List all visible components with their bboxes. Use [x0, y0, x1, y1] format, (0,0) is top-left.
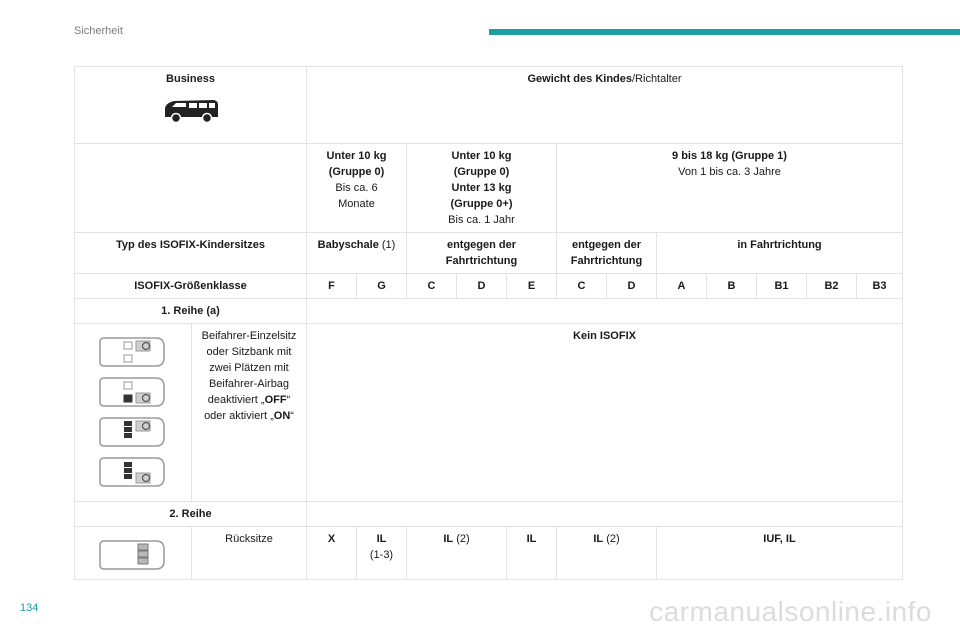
value-note: (2): [453, 533, 470, 545]
table-row: [75, 233, 903, 274]
row-2-value-f: X: [307, 527, 357, 580]
group-0plus-name-b: (Gruppe 0+): [450, 198, 513, 210]
size-class-cell: C: [407, 274, 457, 299]
type-babyschale: Babyschale: [317, 239, 379, 251]
desc-line: oder Sitzbank mit: [206, 346, 292, 358]
size-class-cell: G: [357, 274, 407, 299]
type-rear-facing-1: entgegen der Fahrtrichtung: [407, 233, 557, 274]
row-2-label: 2. Reihe: [75, 502, 307, 527]
size-class-cell: B1: [757, 274, 807, 299]
group-0plus-weight-a: Unter 10 kg: [451, 150, 512, 162]
size-class-cell: D: [607, 274, 657, 299]
isofix-table: [74, 66, 903, 580]
row-2-seat-cell: [75, 527, 307, 580]
desc-text: “: [286, 394, 291, 406]
size-class-cell: A: [657, 274, 707, 299]
row-1-value: Kein ISOFIX: [307, 324, 903, 502]
value-note: (1-3): [369, 549, 394, 561]
desc-line: [195, 408, 303, 424]
seat-diagram-column: [75, 324, 192, 501]
row-2-seat-description: Rücksitze: [225, 533, 273, 545]
value-text: IL: [376, 533, 387, 545]
table-row: [75, 324, 903, 502]
group-0plus-name-a: (Gruppe 0): [453, 166, 510, 178]
group-0-cell: [307, 144, 407, 233]
row-2-value-forward: IUF, IL: [657, 527, 903, 580]
type-babyschale-note: (1): [378, 239, 396, 251]
size-class-cell: D: [457, 274, 507, 299]
size-class-cell: E: [507, 274, 557, 299]
table-row: [75, 502, 903, 527]
desc-line: [195, 392, 303, 408]
size-class-cell: B: [707, 274, 757, 299]
group-0-age-unit: Monate: [338, 198, 375, 210]
business-cell: [75, 67, 307, 144]
group-0-weight: Unter 10 kg: [326, 150, 387, 162]
group-0-name: (Gruppe 0): [328, 166, 385, 178]
front-seat-layout-icon: [98, 374, 168, 410]
group-1-age: Von 1 bis ca. 3 Jahre: [678, 166, 781, 178]
table-row: [75, 299, 903, 324]
group-0plus-age: Bis ca. 1 Jahr: [448, 214, 515, 226]
empty-cell: [307, 502, 903, 527]
row-1-label: 1. Reihe (a): [75, 299, 307, 324]
business-label: Business: [166, 73, 215, 85]
group-0plus-cell: [407, 144, 557, 233]
empty-cell: [75, 144, 307, 233]
table-row: [75, 144, 903, 233]
weight-header-suffix: /Richtalter: [632, 73, 682, 85]
front-seat-layout-icon: [98, 454, 168, 490]
desc-text: “: [290, 410, 294, 422]
front-seat-layout-icon: [98, 334, 168, 370]
group-0-age: Bis ca. 6: [335, 182, 378, 194]
desc-line: Beifahrer-Airbag: [208, 378, 290, 390]
value-text: IL: [443, 533, 454, 545]
van-side-icon: [162, 97, 220, 123]
type-forward-facing: in Fahrtrichtung: [657, 233, 903, 274]
size-class-cell: B3: [857, 274, 903, 299]
table-row: [75, 274, 903, 299]
row-2-value-g: [357, 527, 407, 580]
seat-diagram-column: [75, 527, 192, 579]
desc-line: Beifahrer-Einzelsitz: [201, 330, 297, 342]
weight-header-label: Gewicht des Kindes: [527, 73, 632, 85]
rear-seat-layout-icon: [98, 537, 168, 573]
value-note: (2): [603, 533, 620, 545]
empty-cell: [307, 299, 903, 324]
size-class-cell: B2: [807, 274, 857, 299]
group-1-cell: [557, 144, 903, 233]
watermark: carmanualsonline.info: [649, 596, 932, 627]
front-seat-layout-icon: [98, 414, 168, 450]
page-number: 134: [20, 602, 39, 614]
seat-type-label: Typ des ISOFIX-Kindersitzes: [75, 233, 307, 274]
desc-text: oder aktiviert „: [204, 410, 274, 422]
accent-bar: [489, 29, 960, 35]
row-1-seat-cell: [75, 324, 307, 502]
weight-header: [307, 67, 903, 144]
size-class-cell: F: [307, 274, 357, 299]
row-2-value-cd: [407, 527, 507, 580]
value-text: IL: [593, 533, 604, 545]
table-row: [75, 67, 903, 144]
row-2-value-rear-cd: [557, 527, 657, 580]
row-2-value-e: IL: [507, 527, 557, 580]
type-babyschale-cell: [307, 233, 407, 274]
type-rear-facing-2: entgegen der Fahrtrichtung: [557, 233, 657, 274]
size-class-cell: C: [557, 274, 607, 299]
airbag-off-label: OFF: [264, 394, 287, 406]
desc-text: deaktiviert „: [207, 394, 265, 406]
section-label: Sicherheit: [74, 25, 123, 37]
desc-line: zwei Plätzen mit: [209, 362, 289, 374]
row-1-seat-description: [192, 324, 306, 501]
group-0plus-weight-b: Unter 13 kg: [451, 182, 512, 194]
airbag-on-label: ON: [273, 410, 291, 422]
group-1-weight: 9 bis 18 kg (Gruppe 1): [672, 150, 787, 162]
table-row: [75, 527, 903, 580]
size-class-label: ISOFIX-Größenklasse: [75, 274, 307, 299]
